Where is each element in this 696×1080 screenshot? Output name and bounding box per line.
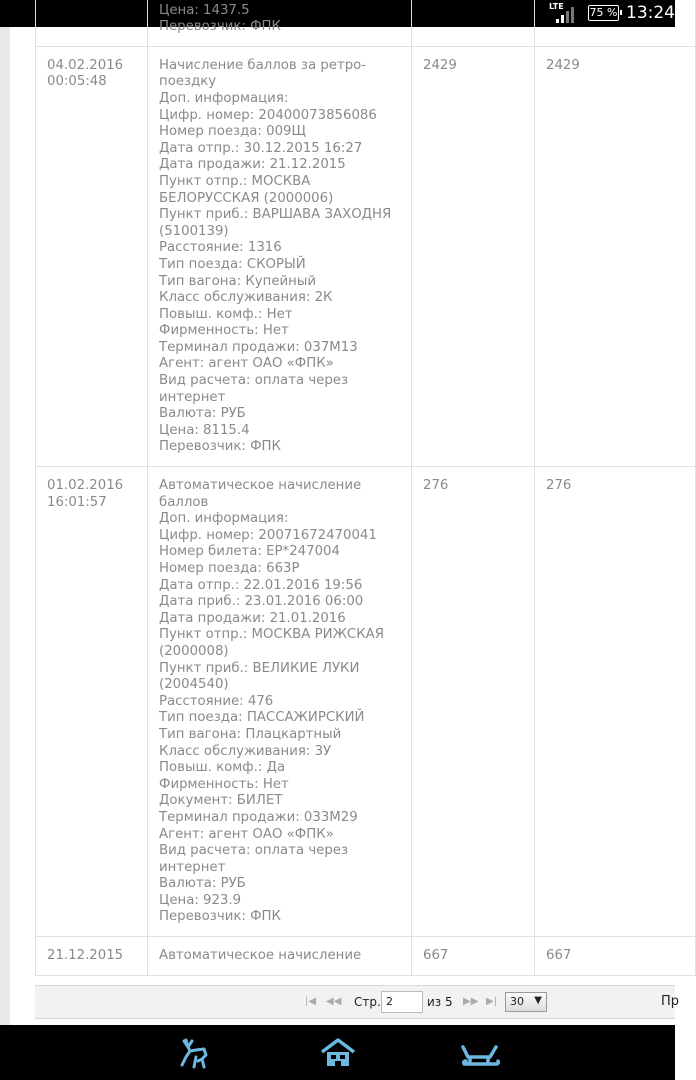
prev-page-icon[interactable]: ◀◀ [326,996,342,1007]
left-margin [0,27,10,1025]
description-line: интернет [159,859,226,875]
description-line: Пункт отпр.: МОСКВА [159,173,311,189]
date-cell [36,0,148,46]
description-line: Повыш. комф.: Да [159,760,286,776]
page-count-label: из 5 [427,995,453,1009]
dropdown-arrow-icon: ▼ [534,995,542,1006]
date-cell [36,937,148,976]
battery-icon: 75 % [589,6,618,19]
description-line: Дата отпр.: 22.01.2016 19:56 [159,577,363,593]
description-line: Агент: агент ОАО «ФПК» [159,356,334,372]
first-page-icon[interactable]: |◀ [305,996,317,1007]
transactions-table [35,0,696,976]
description-line: Автоматическое начисление [159,478,362,494]
description-cell [148,937,412,976]
transactions-table-wrapper [35,0,695,976]
operation-date: 04.02.2016 [47,57,124,73]
table-row [36,467,696,937]
rows-per-page-value: 30 [510,995,524,1008]
description-line: Цена: 923.9 [159,892,242,908]
description-line: Пункт отпр.: МОСКВА РИЖСКАЯ [159,627,384,643]
description-line: Цифр. номер: 20400073856086 [159,107,377,123]
description-line: Терминал продажи: 037М13 [159,339,358,355]
total-cell: 276 [535,467,696,937]
description-line: (2004540) [159,677,229,693]
description-line: Перевозчик: ФПК [159,909,281,925]
description-line: Доп. информация: [159,511,289,527]
next-page-icon[interactable]: ▶▶ [463,996,479,1007]
points-cell [412,0,535,46]
description-line: Терминал продажи: 033М29 [159,809,358,825]
description-line: Класс обслуживания: 3У [159,743,332,759]
reindeer-icon[interactable] [174,1037,214,1069]
description-line: Агент: агент ОАО «ФПК» [159,826,334,842]
description-line: баллов [159,494,209,510]
description-line: Фирменность: Нет [159,776,289,792]
description-line: Валюта: РУБ [159,876,246,892]
description-line: Повыш. комф.: Нет [159,306,293,322]
description-line: Начисление баллов за ретро- [159,57,367,73]
description-line: поездку [159,74,217,90]
last-page-icon[interactable]: ▶| [486,996,498,1007]
rows-per-page-select[interactable] [505,992,547,1012]
network-type: LTE [549,2,564,11]
description-line: Дата приб.: 23.01.2016 06:00 [159,594,364,610]
description-line: Документ: БИЛЕТ [159,793,283,809]
table-row [36,46,696,466]
description-line: Вид расчета: оплата через [159,373,349,389]
page-input[interactable]: 2 [381,991,423,1013]
date-cell [36,46,148,466]
points-cell: 667 [412,937,535,976]
operation-time: 16:01:57 [47,494,107,510]
description-line: БЕЛОРУССКАЯ (2000006) [159,190,334,206]
description-cell [148,467,412,937]
description-line: Цена: 1437.5 [159,2,250,18]
total-cell: 2429 [535,46,696,466]
description-line: Расстояние: 476 [159,693,274,709]
sleigh-icon[interactable] [460,1037,500,1069]
clock: 13:24 [626,3,675,23]
total-cell [535,0,696,46]
description-line: Класс обслуживания: 2К [159,290,333,306]
description-line: Цифр. номер: 20071672470041 [159,527,377,543]
table-row [36,0,696,46]
description-line: Вид расчета: оплата через [159,843,349,859]
points-cell: 276 [412,467,535,937]
description-line: Пункт приб.: ВАРШАВА ЗАХОДНЯ [159,207,392,223]
home-icon[interactable] [318,1037,358,1069]
description-line: Расстояние: 1316 [159,240,282,256]
description-line: (2000008) [159,643,229,659]
pager [35,985,680,1019]
description-line: Тип поезда: СКОРЫЙ [159,256,306,272]
description-line: Цена: 8115.4 [159,422,250,438]
description-line: Дата отпр.: 30.12.2015 16:27 [159,140,363,156]
description-line: Фирменность: Нет [159,323,289,339]
description-line: Тип вагона: Купейный [159,273,316,289]
description-line: Номер билета: ЕР*247004 [159,544,340,560]
operation-date: 01.02.2016 [47,478,124,494]
operation-date: 21.12.2015 [47,948,124,964]
date-cell [36,467,148,937]
description-line: Автоматическое начисление [159,948,362,964]
description-line: Доп. информация: [159,90,289,106]
description-line: Тип вагона: Плацкартный [159,726,342,742]
description-line: интернет [159,389,226,405]
description-line: Пункт приб.: ВЕЛИКИЕ ЛУКИ [159,660,360,676]
records-info: Пр [661,994,680,1009]
total-cell: 667 [535,937,696,976]
description-line: Перевозчик: ФПК [159,439,281,455]
description-line: Дата продажи: 21.12.2015 [159,157,346,173]
description-line: Дата продажи: 21.01.2016 [159,610,346,626]
description-line: Номер поезда: 663Р [159,561,300,576]
description-line: Тип поезда: ПАССАЖИРСКИЙ [159,710,365,726]
description-cell [148,0,412,46]
points-cell: 2429 [412,46,535,466]
description-line: Перевозчик: ФПК [159,19,281,35]
description-line: Номер поезда: 009Щ [159,124,307,140]
description-cell [148,46,412,466]
bottom-nav-bar [0,1025,675,1080]
description-line: Валюта: РУБ [159,406,246,422]
table-row [36,937,696,976]
description-line: (5100139) [159,223,229,239]
page-label: Стр. [354,995,381,1009]
operation-time: 00:05:48 [47,74,107,90]
